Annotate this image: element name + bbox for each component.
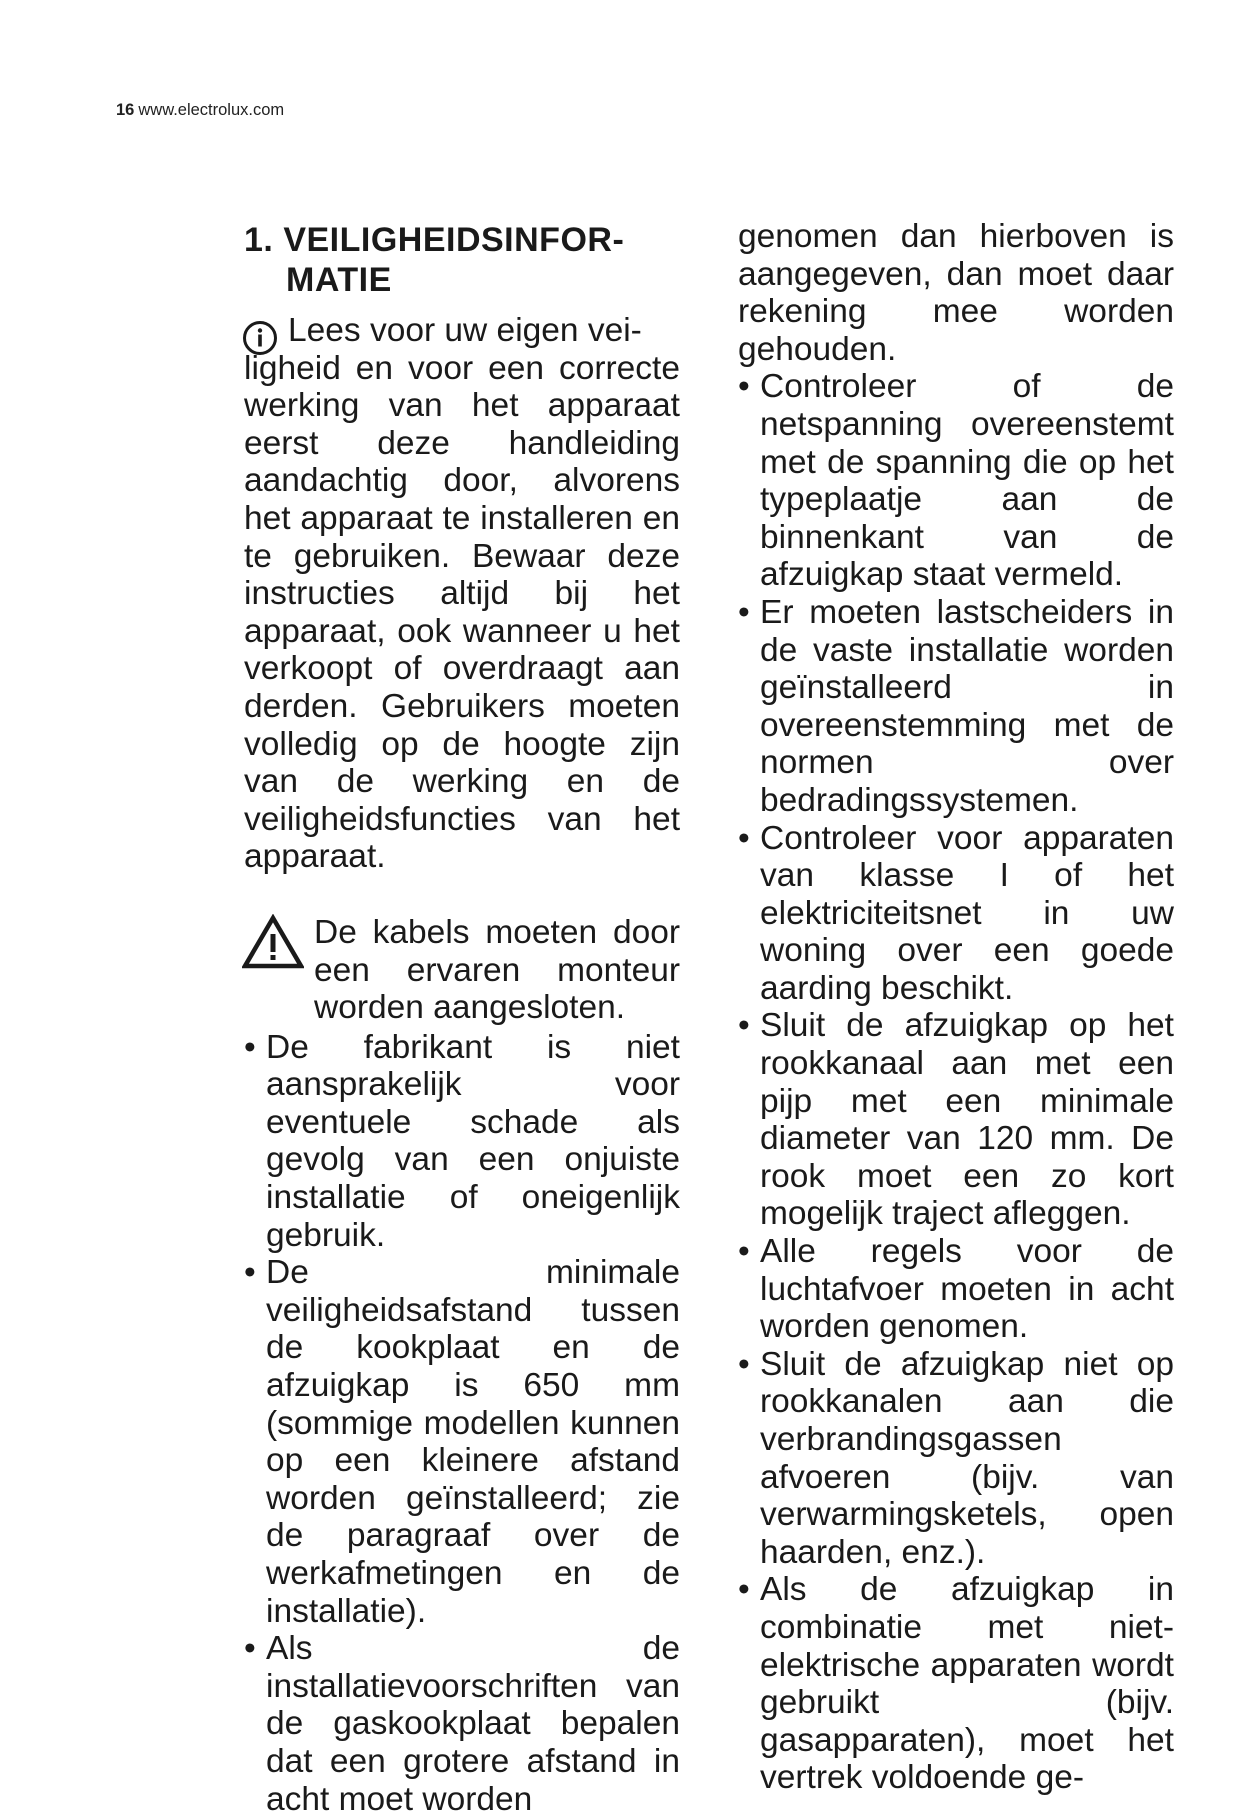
bullet-icon: •: [738, 1007, 750, 1045]
bullet-icon: •: [244, 1254, 256, 1292]
list-item: [738, 594, 1174, 820]
info-notice: [244, 312, 680, 876]
list-item-text: Sluit de afzuigkap niet op rookkanalen aan die verbrandingsgassen afvoeren (bijv. van verwarmingsketels, open haarden, enz.).: [760, 1345, 1174, 1571]
info-notice-first-line: Lees voor uw eigen vei-: [288, 312, 642, 349]
list-item: [244, 1029, 680, 1255]
section-title-line1: VEILIGHEIDSINFOR-: [283, 221, 625, 259]
section-number: 1.: [244, 221, 274, 259]
list-item: [244, 1630, 680, 1818]
bullet-icon: •: [244, 1630, 256, 1668]
page-number: 16: [116, 101, 135, 119]
bullet-icon: •: [738, 593, 750, 631]
warning-triangle-icon: [242, 914, 304, 970]
warning-notice: [244, 914, 680, 1027]
left-column: [244, 220, 680, 1818]
list-item-text: Alle regels voor de luchtafvoer moeten in acht worden genomen.: [760, 1233, 1174, 1346]
bullet-icon: •: [738, 1233, 750, 1271]
info-notice-text: ligheid en voor een correcte werking van het apparaat eerst deze handleiding aandachtig door, alvorens het apparaat te installeren en te gebruiken. Bewaar deze instructies altijd bij het apparaat, ook wanneer u het verkoopt of overdraagt aan derden. Gebruikers moeten volledig op de hoogte zijn van de werking en de veiligheidsfuncties van het apparaat.: [244, 349, 680, 876]
list-item-text: Sluit de afzuigkap op het rookkanaal aan met een pijp met een minimale diameter van 120 mm. De rook moet een zo kort mogelijk traject afleggen.: [760, 1007, 1174, 1233]
list-item-text: Er moeten lastscheiders in de vaste installatie worden geïnstalleerd in overeenstemming met de normen over bedradingssystemen.: [760, 593, 1174, 819]
list-item: [738, 1007, 1174, 1233]
list-item-text: Controleer voor apparaten van klasse I of het elektriciteitsnet in uw woning over een goede aarding beschikt.: [760, 819, 1174, 1007]
section-title-line2: MATIE: [286, 261, 392, 299]
bullet-icon: •: [244, 1028, 256, 1066]
left-bullet-list: [244, 1029, 680, 1818]
list-item-text: De minimale veiligheidsafstand tussen de kookplaat en de afzuigkap is 650 mm (sommige modellen kunnen op een kleinere afstand worden geïnstalleerd; zie de paragraaf over de werkafmetingen en de installatie).: [266, 1254, 680, 1630]
list-item-text: Als de afzuigkap in combinatie met niet-elektrische apparaten wordt gebruikt (bijv. gasapparaten), moet het vertrek voldoende ge-: [760, 1571, 1174, 1797]
list-item-text: Controleer of de netspanning overeenstemt met de spanning die op het typeplaatje aan de binnenkant van de afzuigkap staat vermeld.: [760, 368, 1174, 594]
section-heading: [244, 220, 680, 300]
list-item-text: Als de installatievoorschriften van de gaskookplaat bepalen dat een grotere afstand in acht moet worden: [266, 1630, 680, 1818]
list-item: [738, 1346, 1174, 1572]
list-item: [738, 1571, 1174, 1797]
list-item: [244, 1254, 680, 1630]
bullet-icon: •: [738, 368, 750, 406]
website-url: www.electrolux.com: [138, 101, 285, 119]
bullet-icon: •: [738, 819, 750, 857]
right-bullet-list: [738, 368, 1174, 1797]
page-header: [116, 101, 284, 120]
list-item: [738, 368, 1174, 594]
list-item-text: De fabrikant is niet aansprakelijk voor eventuele schade als gevolg van een onjuiste installatie of oneigenlijk gebruik.: [266, 1028, 680, 1254]
list-item: [738, 1233, 1174, 1346]
list-item: [738, 820, 1174, 1008]
continued-text: genomen dan hierboven is aangegeven, dan moet daar rekening mee worden gehouden.: [738, 218, 1174, 368]
bullet-icon: •: [738, 1571, 750, 1609]
info-circle-icon: [242, 320, 278, 356]
right-column: [738, 218, 1174, 1797]
warning-notice-text: De kabels moeten door een ervaren monteur worden aangesloten.: [314, 913, 680, 1027]
bullet-icon: •: [738, 1345, 750, 1383]
